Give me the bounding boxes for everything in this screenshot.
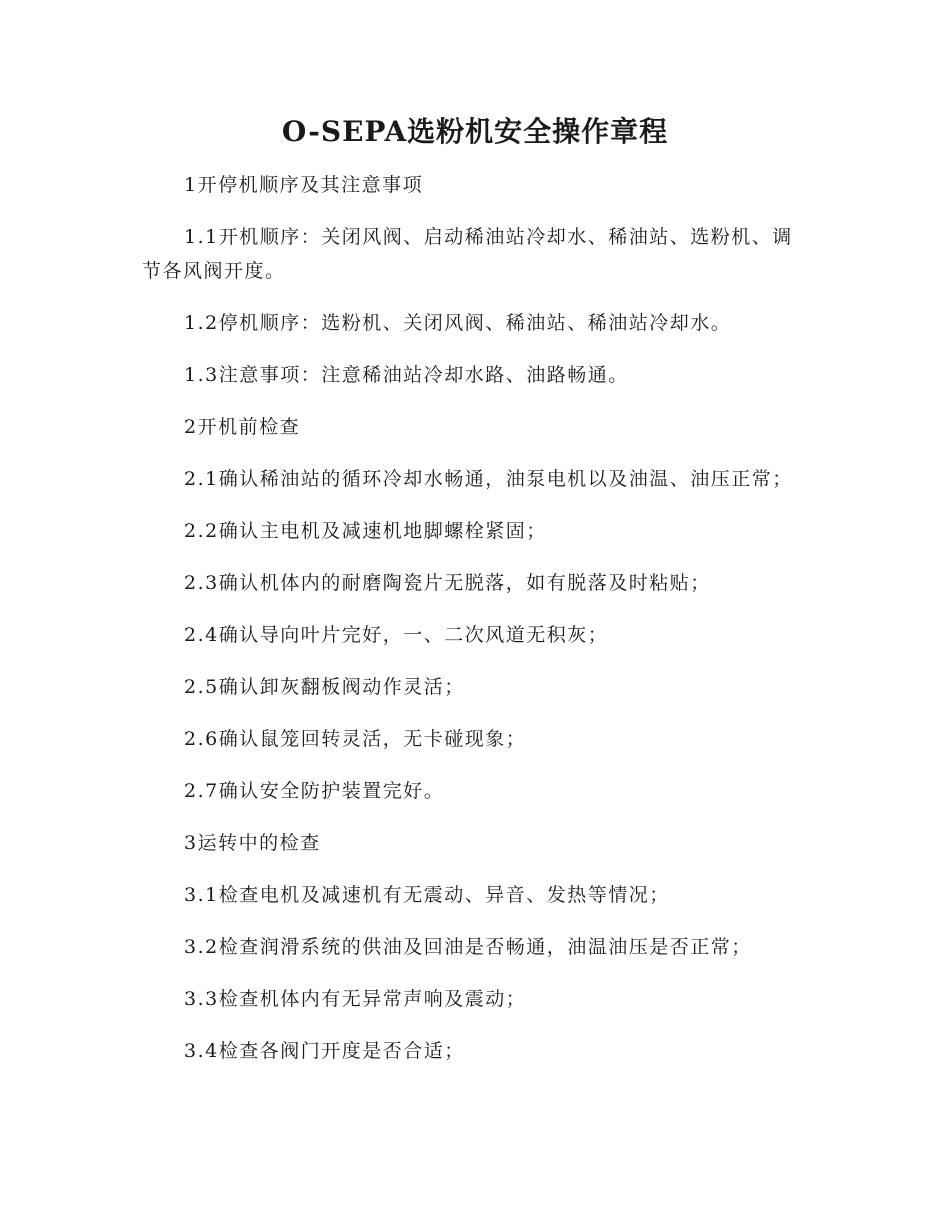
- paragraph: 2.3确认机体内的耐磨陶瓷片无脱落，如有脱落及时粘贴；: [184, 572, 711, 594]
- paragraph: 2.2确认主电机及减速机地脚螺栓紧固；: [184, 520, 547, 542]
- paragraph: 2.6确认鼠笼回转灵活，无卡碰现象；: [184, 728, 527, 750]
- document-body: [142, 168, 802, 1086]
- section-heading: 2开机前检查: [184, 416, 301, 438]
- paragraph: 1.2停机顺序：选粉机、关闭风阀、稀油站、稀油站冷却水。: [184, 312, 732, 334]
- paragraph: 2.4确认导向叶片完好，一、二次风道无积灰；: [184, 624, 609, 646]
- paragraph: 3.1检查电机及减速机有无震动、异音、发热等情况；: [184, 884, 670, 906]
- paragraph: 1.1开机顺序：关闭风阀、启动稀油站冷却水、稀油站、选粉机、调节各风阀开度。: [142, 226, 793, 282]
- document-title: O-SEPA选粉机安全操作章程: [281, 115, 669, 148]
- paragraph: 2.1确认稀油站的循环冷却水畅通，油泵电机以及油温、油压正常；: [184, 468, 793, 490]
- paragraph: 1.3注意事项：注意稀油站冷却水路、油路畅通。: [184, 364, 629, 386]
- section-heading: 3运转中的检查: [184, 832, 321, 854]
- paragraph: 3.4检查各阀门开度是否合适；: [184, 1040, 465, 1062]
- paragraph: 3.2检查润滑系统的供油及回油是否畅通，油温油压是否正常；: [184, 936, 752, 958]
- paragraph: 3.3检查机体内有无异常声响及震动；: [184, 988, 527, 1010]
- paragraph: 2.5确认卸灰翻板阀动作灵活；: [184, 676, 465, 698]
- paragraph: 2.7确认安全防护装置完好。: [184, 780, 445, 802]
- section-heading: 1开停机顺序及其注意事项: [184, 174, 424, 196]
